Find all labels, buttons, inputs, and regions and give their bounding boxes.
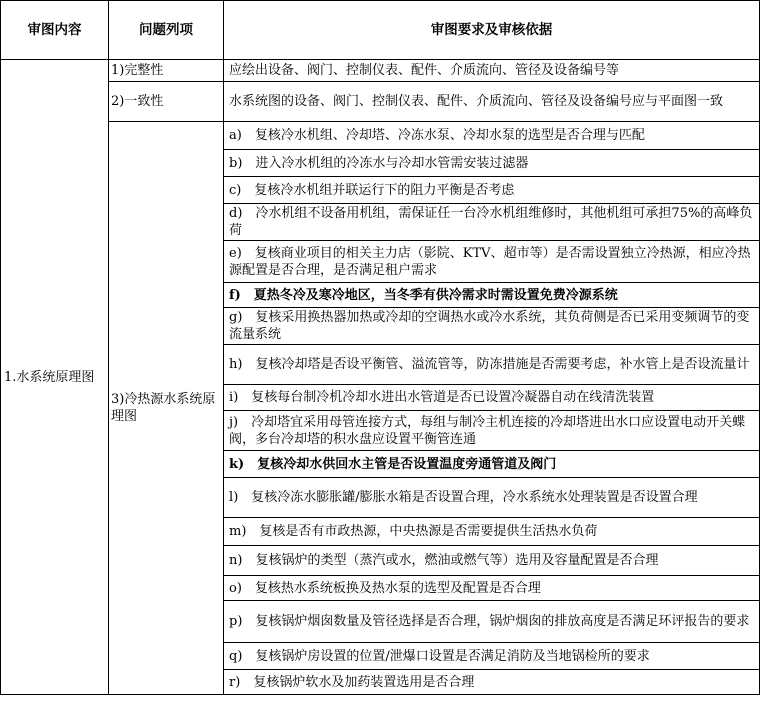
item-p: p) 复核锅炉烟囱数量及管径选择是否合理，锅炉烟囱的排放高度是否满足环评报告的要求 <box>224 601 760 643</box>
item-a: a) 复核冷水机组、冷却塔、冷冻水泵、冷却水泵的选型是否合理与匹配 <box>224 122 760 150</box>
requirement-completeness: 应绘出设备、阀门、控制仪表、配件、介质流向、管径及设备编号等 <box>224 60 760 82</box>
header-row <box>1 1 760 60</box>
item-j: j) 冷却塔宜采用母管连接方式，每组与制冷主机连接的冷却塔进出水口应设置电动开关蝶阀，多台冷却塔的积水盘应设置平衡管连通 <box>224 411 760 451</box>
item-h: h) 复核冷却塔是否设平衡管、溢流管等，防冻措施是否需要考虑，补水管上是否设流量计 <box>224 345 760 385</box>
section-cell: 1.水系统原理图 <box>1 60 109 695</box>
requirement-consistency: 水系统图的设备、阀门、控制仪表、配件、介质流向、管径及设备编号应与平面图一致 <box>224 82 760 122</box>
item-i: i) 复核每台制冷机冷却水进出水管道是否已设置冷凝器自动在线清洗装置 <box>224 385 760 411</box>
item-c: c) 复核冷水机组并联运行下的阻力平衡是否考虑 <box>224 177 760 204</box>
item-m: m) 复核是否有市政热源，中央热源是否需要提供生活热水负荷 <box>224 518 760 546</box>
item-n: n) 复核锅炉的类型（蒸汽或水，燃油或燃气等）选用及容量配置是否合理 <box>224 546 760 576</box>
item-g: g) 复核采用换热器加热或冷却的空调热水或冷水系统，其负荷侧是否已采用变频调节的变流量系统 <box>224 308 760 345</box>
table-row <box>1 122 760 150</box>
item-o: o) 复核热水系统板换及热水泵的选型及配置是否合理 <box>224 576 760 601</box>
item-r: r) 复核锅炉软水及加药装置选用是否合理 <box>224 670 760 695</box>
header-issue: 问题列项 <box>108 1 223 60</box>
item-e: e) 复核商业项目的相关主力店（影院、KTV、超市等）是否需设置独立冷热源，相应冷热源配置是否合理，是否满足租户需求 <box>224 241 760 283</box>
header-requirement: 审图要求及审核依据 <box>224 1 760 60</box>
item-b: b) 进入冷水机组的冷冻水与冷却水管需安装过滤器 <box>224 150 760 177</box>
category-consistency: 2)一致性 <box>108 82 223 122</box>
item-d: d) 冷水机组不设备用机组，需保证任一台冷水机组维修时，其他机组可承担75%的高峰负荷 <box>224 204 760 241</box>
category-completeness: 1)完整性 <box>108 60 223 82</box>
table-row <box>1 82 760 122</box>
item-l: l) 复核冷冻水膨胀罐/膨胀水箱是否设置合理，冷水系统水处理装置是否设置合理 <box>224 478 760 518</box>
item-k: k) 复核冷却水供回水主管是否设置温度旁通管道及阀门 <box>224 451 760 478</box>
header-content: 审图内容 <box>1 1 109 60</box>
category-heat-source: 3)冷热源水系统原理图 <box>108 122 223 695</box>
item-q: q) 复核锅炉房设置的位置/泄爆口设置是否满足消防及当地锅检所的要求 <box>224 643 760 670</box>
item-f: f) 夏热冬冷及寒冷地区，当冬季有供冷需求时需设置免费冷源系统 <box>224 283 760 308</box>
table-row <box>1 60 760 82</box>
